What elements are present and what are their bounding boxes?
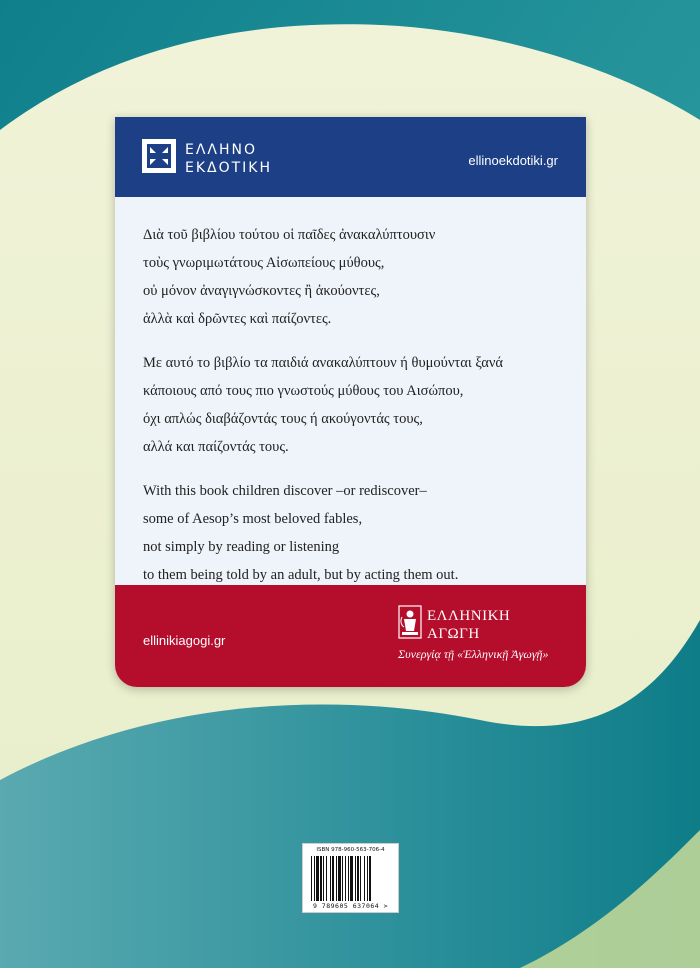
text-line: Διὰ τοῦ βιβλίου τούτου οἱ παῖδες ἀνακαλύπτουσιν [143,227,436,243]
description-text [143,221,573,605]
text-line: some of Aesop’s most beloved fables, [143,511,363,527]
barcode-bar [338,856,341,901]
partner-subtitle: Συνεργίᾳ τῇ «Ἑλληνικῇ Ἀγωγῇ» [398,647,549,661]
barcode-bar [326,856,327,901]
barcode-bar [357,856,359,901]
barcode-bar [355,856,356,901]
partner-name [427,607,510,643]
partner-footer [115,585,586,687]
barcode-bar [364,856,365,901]
modern-greek-paragraph [143,349,573,461]
barcode-bar [345,856,346,901]
barcode-bar [360,856,361,901]
publisher-name-line1: ΕΛΛΗΝΟ [185,142,258,158]
partner-name-line2: ΑΓΩΓΗ [427,626,480,642]
text-line: Με αυτό το βιβλίο τα παιδιά ανακαλύπτουν ή θυμούνται ξανά [143,355,504,371]
isbn-barcode [302,843,399,913]
barcode-bar [320,856,322,901]
ellinoekdotiki-logo-icon [140,137,178,175]
elliniki-agogi-emblem-icon [398,605,422,639]
publisher-header [115,117,586,197]
barcode-bar [330,856,331,901]
text-line: ἀλλὰ καὶ δρῶντες καὶ παίζοντες. [143,311,332,327]
barcode-bar [311,856,312,901]
text-line: οὐ μόνον ἀναγιγνώσκοντες ἢ ἀκούοντες, [143,283,380,299]
barcode-bar [369,856,371,901]
text-line: όχι απλώς διαβάζοντάς τους ή ακούγοντάς τους, [143,411,423,427]
text-line: αλλά και παίζοντάς τους. [143,439,289,455]
barcode-bar [342,856,343,901]
barcode-bar [348,856,349,901]
publisher-name-line2: ΕΚΔΟΤΙΚΗ [185,160,273,176]
text-line: not simply by reading or listening [143,539,340,555]
partner-name-line1: ΕΛΛΗΝΙΚΗ [427,608,511,624]
barcode-bar [336,856,337,901]
isbn-label: ISBN 978-960-563-706-4 [316,847,385,853]
english-paragraph [143,477,573,589]
barcode-bar [314,856,315,901]
info-card [115,117,586,687]
text-line: κάποιους από τους πιο γνωστούς μύθους του Αισώπου, [143,383,464,399]
ancient-greek-paragraph [143,221,573,333]
text-line: τοὺς γνωριμωτάτους Αἰσωπείους μύθους, [143,255,385,271]
text-line: With this book children discover –or rediscover– [143,483,427,499]
barcode-bar [367,856,368,901]
barcode-bar [350,856,353,901]
isbn-number: 9 789605 637064 > [312,902,389,910]
barcode-bars [311,856,390,901]
barcode-bar [316,856,319,901]
barcode-bar [323,856,324,901]
publisher-url[interactable]: ellinoekdotiki.gr [468,153,558,168]
publisher-name [185,141,272,177]
barcode-bar [332,856,334,901]
partner-url[interactable]: ellinikiagogi.gr [143,633,226,648]
text-line: to them being told by an adult, but by acting them out. [143,567,459,583]
